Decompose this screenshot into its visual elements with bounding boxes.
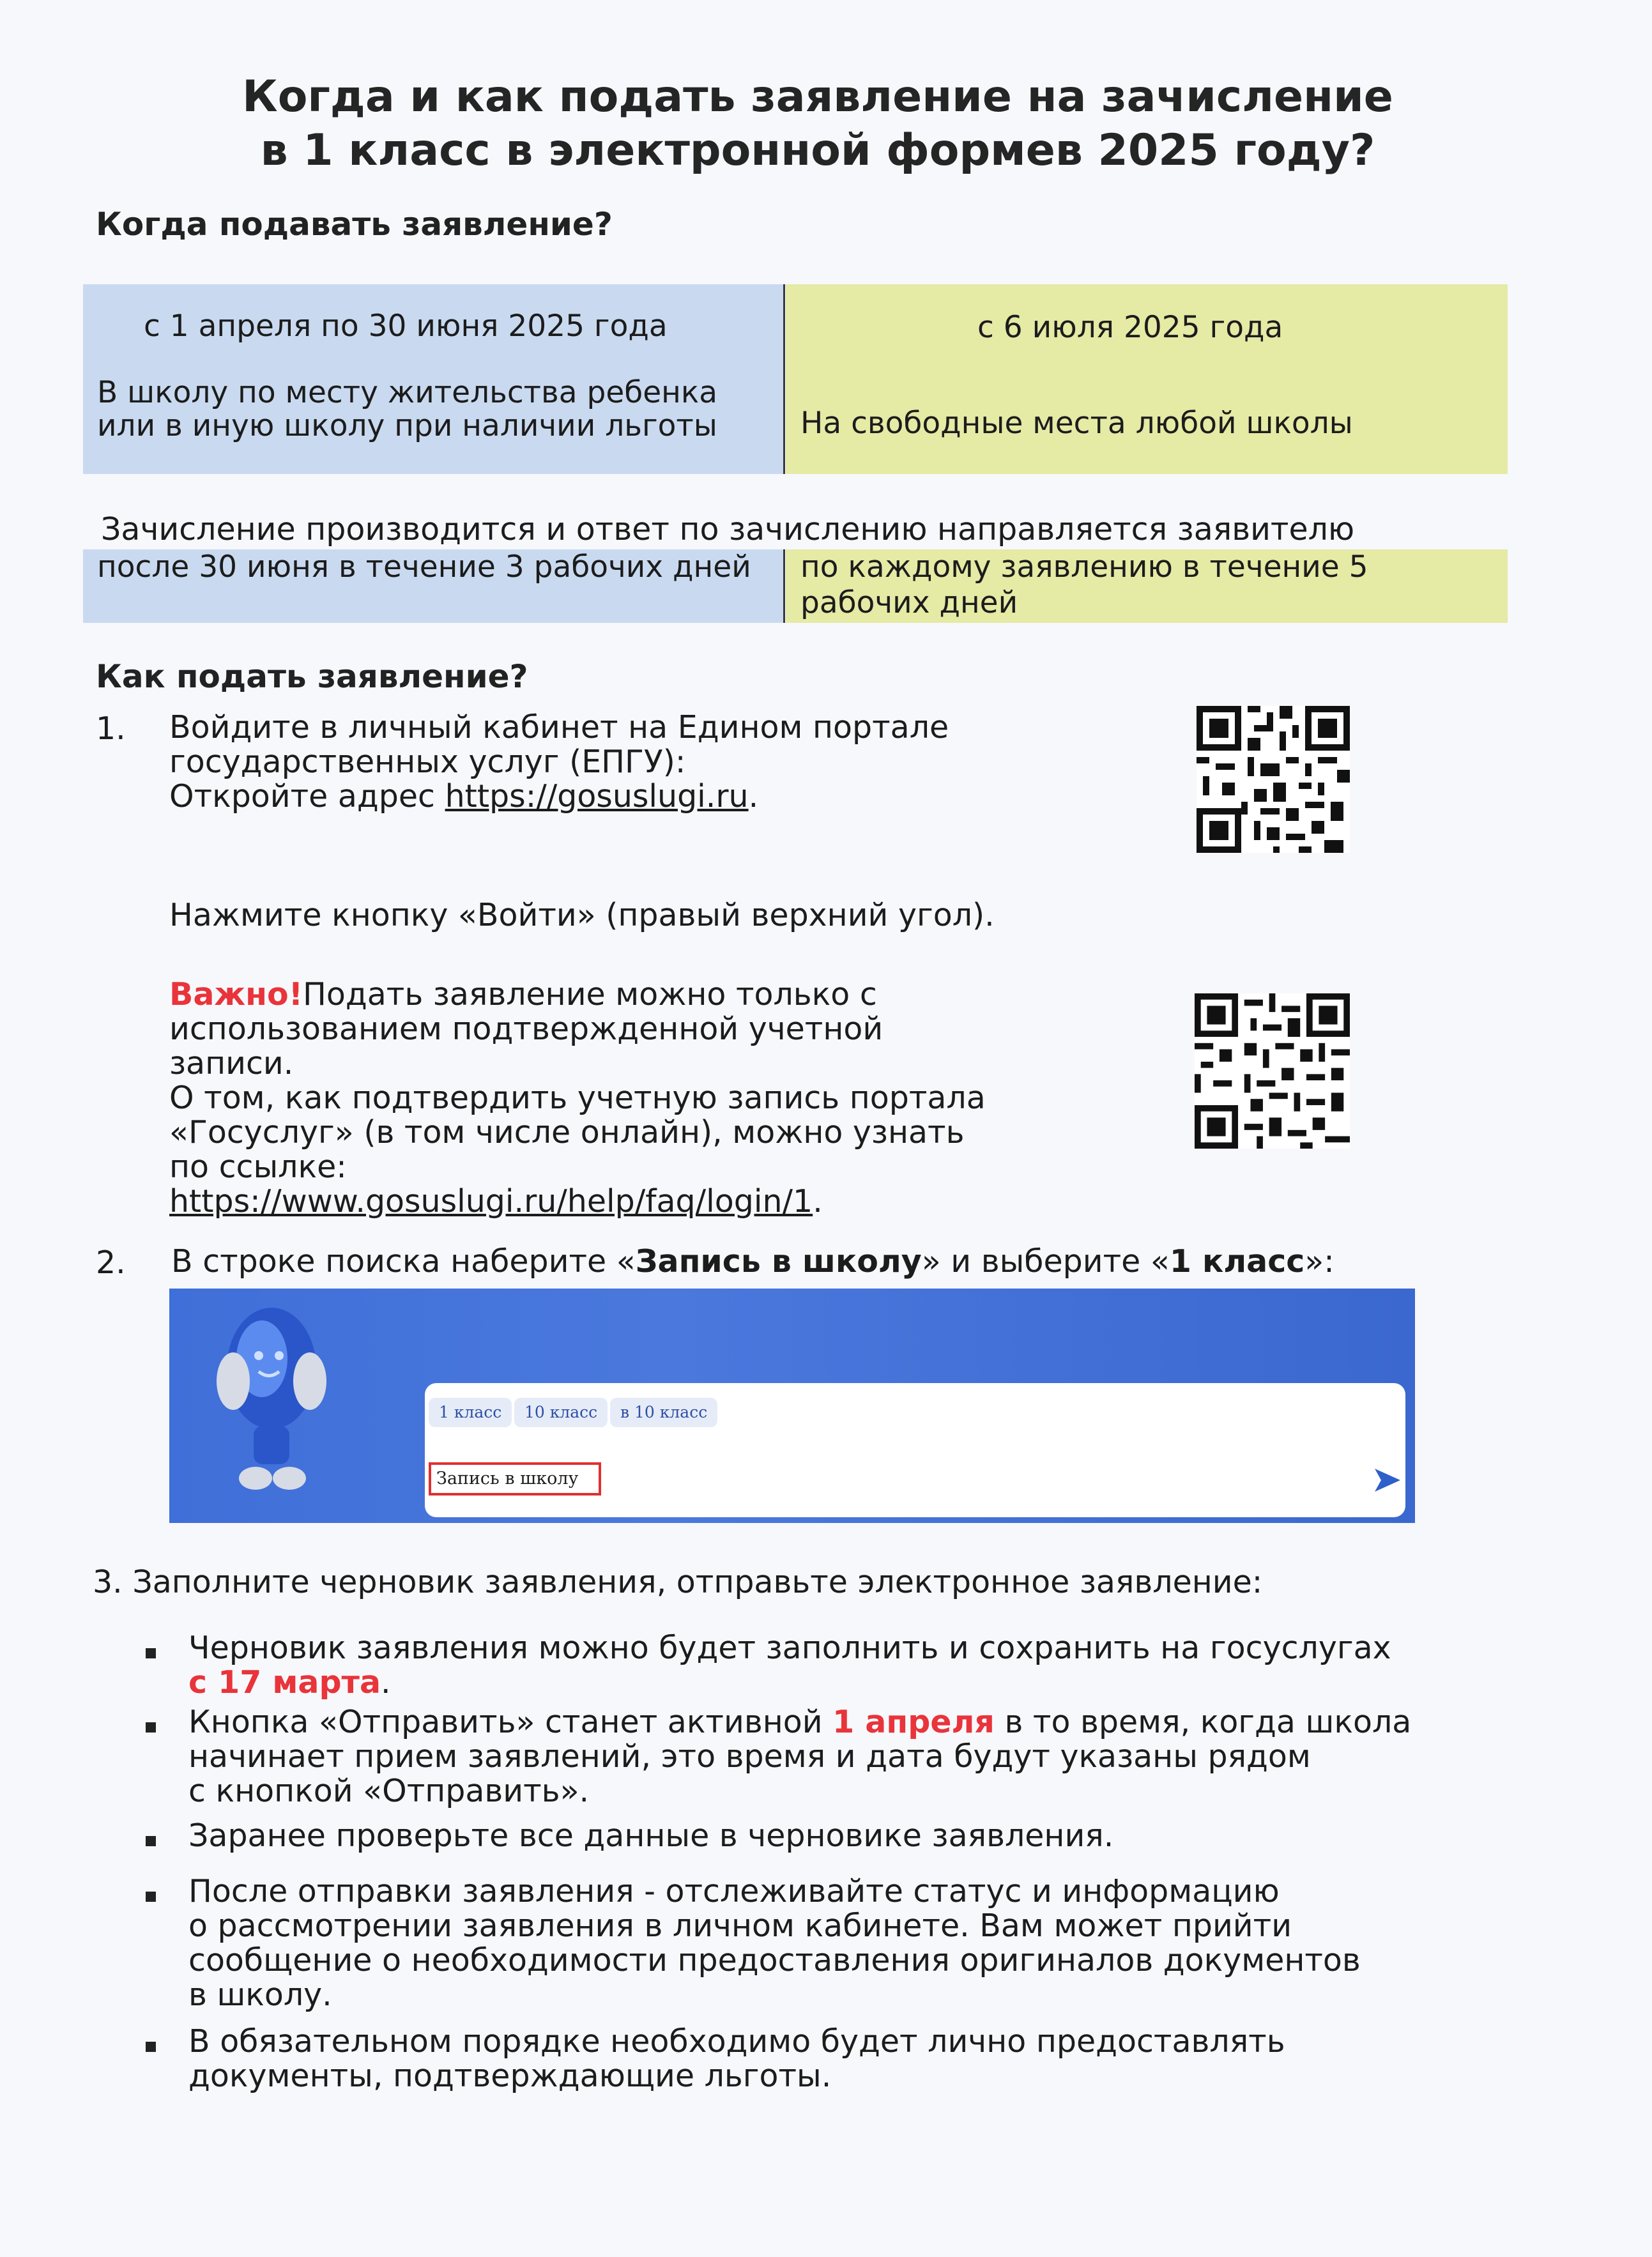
bullet-2-date: 1 апреля bbox=[832, 1704, 995, 1740]
bullet-4-line-2: о рассмотрении заявления в личном кабинете. Вам может прийти bbox=[188, 1908, 1292, 1944]
bullet-2 bbox=[188, 1705, 1530, 1809]
step-2-suffix: »: bbox=[1304, 1243, 1335, 1280]
page-title bbox=[102, 70, 1533, 178]
step-2-text bbox=[171, 1244, 1335, 1279]
title-line-2: в 1 класс в электронной формев 2025 году? bbox=[260, 125, 1375, 176]
gosuslugi-search-banner bbox=[169, 1289, 1415, 1523]
bullet-1-date: с 17 марта bbox=[188, 1664, 381, 1701]
help-faq-link[interactable]: https://www.gosuslugi.ru/help/faq/login/1 bbox=[169, 1183, 813, 1220]
period-cell-1 bbox=[83, 284, 784, 375]
table-divider-2 bbox=[783, 549, 785, 623]
bullet-1-line-2 bbox=[188, 1665, 1530, 1700]
about-line-1: О том, как подтвердить учетную запись портала bbox=[169, 1080, 986, 1116]
step-2-bold-1: Запись в школу bbox=[635, 1243, 922, 1280]
chip-1-class[interactable]: 1 класс bbox=[429, 1398, 512, 1427]
important-line-3: записи. bbox=[169, 1045, 294, 1082]
answer-2-text: по каждому заявлению в течение 5 рабочих дней bbox=[800, 549, 1368, 620]
bullet-2-line-2: начинает прием заявлений, это время и дата будут указаны рядом bbox=[188, 1738, 1311, 1775]
open-prefix: Откройте адрес bbox=[169, 778, 445, 815]
period-cell-2 bbox=[786, 284, 1508, 375]
search-popup bbox=[425, 1383, 1405, 1517]
open-suffix: . bbox=[748, 778, 759, 815]
chip-10-class[interactable]: 10 класс bbox=[514, 1398, 608, 1427]
answer-cell-1 bbox=[83, 549, 784, 623]
step-3-title: 3. Заполните черновик заявления, отправьте электронное заявление: bbox=[93, 1564, 1263, 1600]
desc-1-text: В школу по месту жительства ребенка или в иную школу при наличии льготы bbox=[97, 375, 718, 443]
bullet-5-line-1: В обязательном порядке необходимо будет лично предоставлять bbox=[188, 2023, 1285, 2060]
step-2-middle: » и выберите « bbox=[921, 1243, 1170, 1280]
important-line-2: использованием подтвержденной учетной bbox=[169, 1011, 883, 1047]
bullet-4-line-1: После отправки заявления - отслеживайте статус и информацию bbox=[188, 1873, 1280, 1909]
bullet-1-end: . bbox=[381, 1664, 391, 1701]
bullet-5 bbox=[188, 2024, 1530, 2093]
qr-code-icon-2[interactable] bbox=[1195, 993, 1350, 1149]
answer-cell-2 bbox=[786, 549, 1508, 623]
robot-mascot-icon bbox=[208, 1298, 335, 1503]
step-2-bold-2: 1 класс bbox=[1169, 1243, 1305, 1280]
important-line-1 bbox=[169, 977, 1191, 1012]
title-line-1: Когда и как подать заявление на зачисление bbox=[242, 72, 1393, 122]
desc-cell-1 bbox=[83, 375, 784, 474]
step-1-text bbox=[169, 710, 1191, 814]
step-1-line-2: государственных услуг (ЕПГУ): bbox=[169, 744, 686, 780]
enroll-note: Зачисление производится и ответ по зачислению направляется заявителю bbox=[101, 511, 1355, 547]
bullet-2-post: в то время, когда школа bbox=[994, 1704, 1412, 1740]
step-1-open bbox=[169, 779, 1191, 814]
important-label: Важно! bbox=[169, 976, 303, 1013]
send-arrow-icon[interactable] bbox=[1373, 1467, 1402, 1493]
bullet-4 bbox=[188, 1874, 1530, 2012]
important-text-1: Подать заявление можно только с bbox=[303, 976, 877, 1013]
help-suffix: . bbox=[813, 1183, 823, 1220]
bullet-2-line-1 bbox=[188, 1705, 1530, 1740]
bullet-5-line-2: документы, подтверждающие льготы. bbox=[188, 2058, 832, 2094]
bullet-marker bbox=[146, 1836, 156, 1846]
bullet-4-line-3: сообщение о необходимости предоставления оригиналов документов bbox=[188, 1942, 1361, 1978]
bullet-2-line-3: с кнопкой «Отправить». bbox=[188, 1773, 590, 1809]
table-divider-1 bbox=[783, 284, 785, 474]
help-link-line bbox=[169, 1184, 1191, 1219]
how-heading: Как подать заявление? bbox=[96, 658, 528, 695]
bullet-marker bbox=[146, 2042, 156, 2052]
about-line-2: «Госуслуг» (в том числе онлайн), можно узнать bbox=[169, 1114, 965, 1151]
qr-code-icon[interactable] bbox=[1197, 706, 1350, 853]
bullet-1 bbox=[188, 1631, 1530, 1700]
bullet-2-pre: Кнопка «Отправить» станет активной bbox=[188, 1704, 833, 1740]
bullet-3: Заранее проверьте все данные в черновике заявления. bbox=[188, 1817, 1114, 1854]
bullet-marker bbox=[146, 1722, 156, 1733]
search-input[interactable]: Запись в школу bbox=[429, 1462, 601, 1496]
step-1-number: 1. bbox=[96, 710, 126, 747]
desc-2-text: На свободные места любой школы bbox=[800, 406, 1353, 441]
desc-cell-2 bbox=[786, 375, 1508, 474]
bullet-4-line-4: в школу. bbox=[188, 1977, 332, 2013]
bullet-1-line-1: Черновик заявления можно будет заполнить и сохранить на госуслугах bbox=[188, 1630, 1391, 1666]
about-line-3: по ссылке: bbox=[169, 1149, 347, 1185]
step-2-prefix: В строке поиска наберите « bbox=[171, 1243, 636, 1280]
step-1-line-1: Войдите в личный кабинет на Едином портале bbox=[169, 709, 949, 746]
chip-in-10-class[interactable]: в 10 класс bbox=[610, 1398, 717, 1427]
answer-1-text: после 30 июня в течение 3 рабочих дней bbox=[97, 549, 751, 585]
press-login-text: Нажмите кнопку «Войти» (правый верхний угол). bbox=[169, 897, 995, 933]
important-block bbox=[169, 977, 1191, 1219]
step-2-number: 2. bbox=[96, 1244, 126, 1281]
bullet-marker bbox=[146, 1892, 156, 1902]
when-heading: Когда подавать заявление? bbox=[96, 206, 613, 243]
period-2-text: с 6 июля 2025 года bbox=[977, 310, 1283, 345]
gosuslugi-link[interactable]: https://gosuslugi.ru bbox=[445, 778, 749, 815]
bullet-marker bbox=[146, 1648, 156, 1658]
period-1-text: с 1 апреля по 30 июня 2025 года bbox=[144, 309, 668, 344]
